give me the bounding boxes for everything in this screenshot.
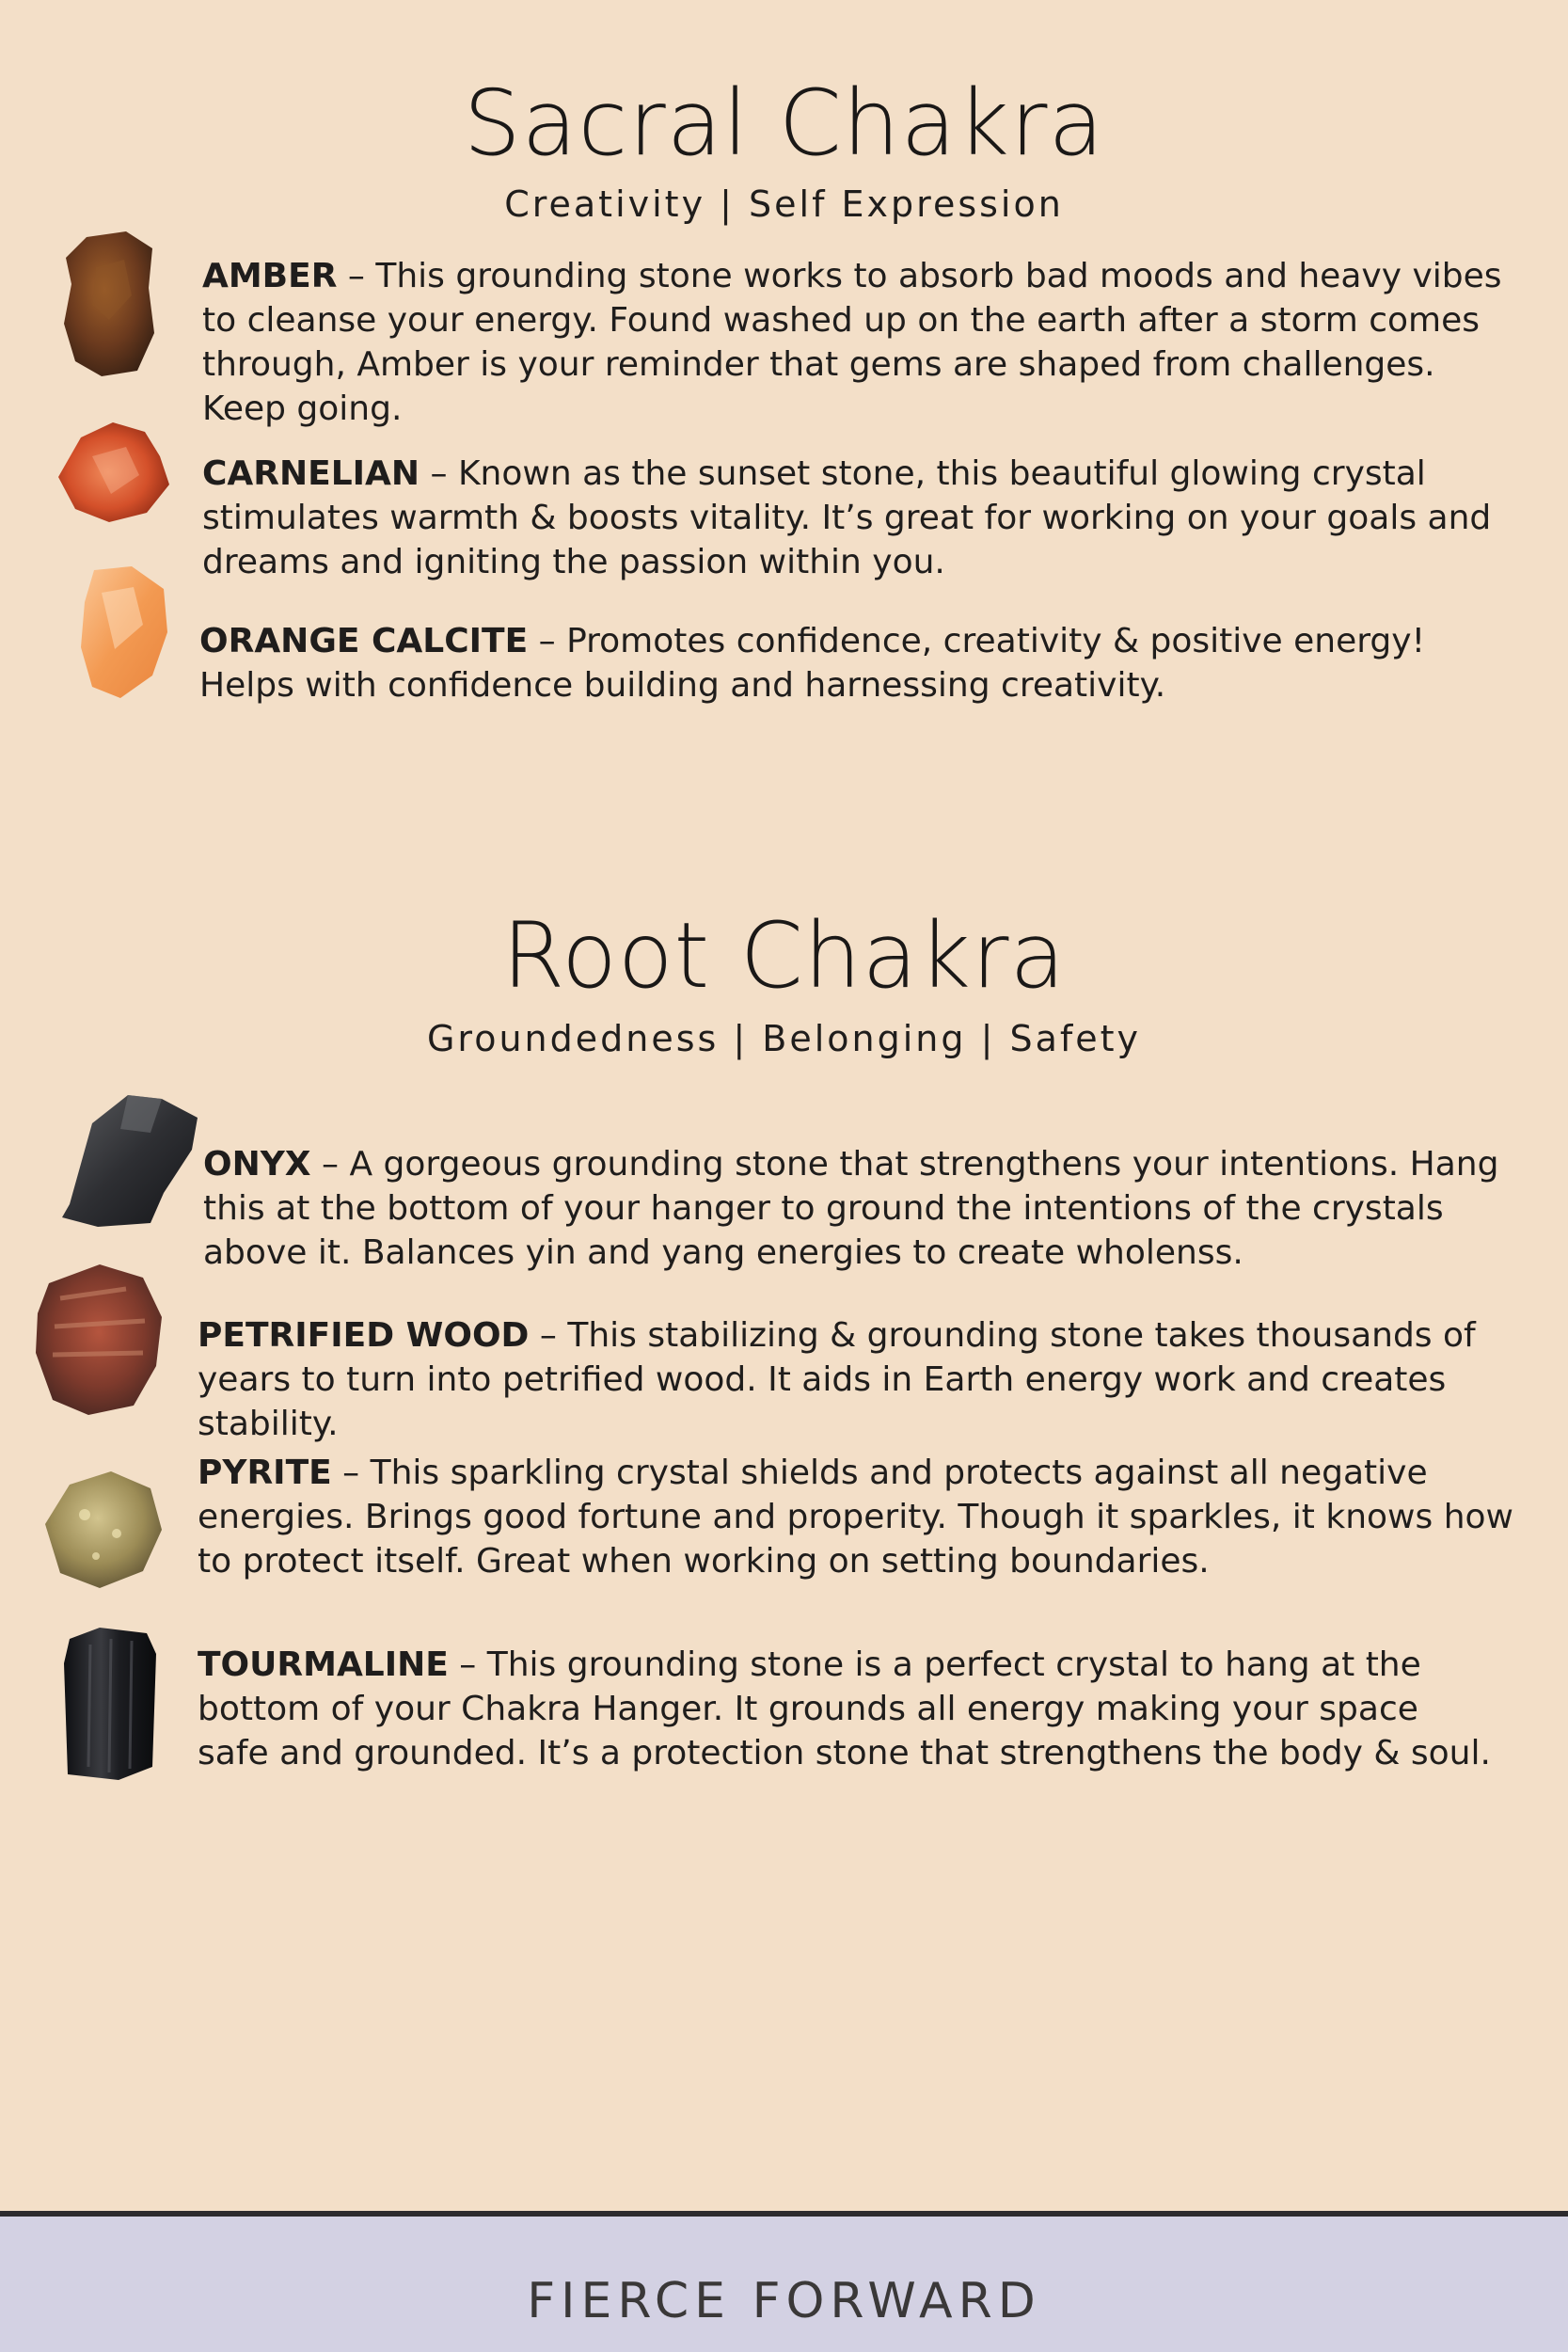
onyx-separator: – [310, 1145, 350, 1184]
pyrite-entry [198, 1451, 1533, 1583]
pyrite-description: This sparkling crystal shields and protects against all negative energies. Brings good fortune and properity. Though it sparkles, it knows how to protect itself. Great when working on setting boundaries. [198, 1454, 1513, 1581]
petrified-wood-entry [198, 1313, 1514, 1446]
root-title: Root Chakra [501, 903, 1067, 1009]
sacral-subtitle: Creativity | Self Expression [504, 183, 1064, 225]
tourmaline-entry [198, 1643, 1496, 1775]
onyx-stone-icon [60, 1091, 201, 1229]
amber-description: This grounding stone works to absorb bad moods and heavy vibes to cleanse your energy. Found washed up on the earth after a storm comes through, Amber is your reminder that gems are shaped from challenges. Keep going. [202, 257, 1502, 428]
orange-calcite-stone-icon [77, 564, 171, 700]
footer-brand: FIERCE FORWARD [527, 2273, 1041, 2329]
sacral-title: Sacral Chakra [463, 71, 1105, 176]
orange-calcite-description: Promotes confidence, creativity & positive energy! Helps with confidence building and harnessing creativity. [199, 622, 1426, 705]
tourmaline-name: TOURMALINE [198, 1645, 449, 1684]
tourmaline-stone-icon [62, 1626, 158, 1782]
petrified-wood-separator: – [529, 1316, 568, 1355]
petrified-wood-name: PETRIFIED WOOD [198, 1316, 530, 1355]
onyx-description: A gorgeous grounding stone that strengthens your intentions. Hang this at the bottom of your hanger to ground the intentions of the crystals above it. Balances yin and yang energies to create wholenss. [203, 1145, 1499, 1272]
carnelian-description: Known as the sunset stone, this beautiful glowing crystal stimulates warmth & boosts vitality. It’s great for working on your goals and dreams and igniting the passion within you. [202, 454, 1492, 581]
amber-entry [202, 254, 1519, 431]
orange-calcite-separator: – [528, 622, 567, 660]
carnelian-stone-icon [55, 419, 171, 524]
carnelian-entry [202, 452, 1538, 584]
tourmaline-description: This grounding stone is a perfect crystal to hang at the bottom of your Chakra Hanger. It grounds all energy making your space safe and grounded. It’s a protection stone that strengthens the body & soul. [198, 1645, 1491, 1772]
pyrite-name: PYRITE [198, 1454, 332, 1492]
pyrite-separator: – [331, 1454, 371, 1492]
carnelian-separator: – [420, 454, 458, 493]
carnelian-name: CARNELIAN [202, 454, 420, 493]
onyx-entry [203, 1142, 1501, 1275]
orange-calcite-entry [199, 619, 1497, 707]
petrified-wood-description: This stabilizing & grounding stone takes thousands of years to turn into petrified wood. It aids in Earth energy work and creates stability. [198, 1316, 1476, 1443]
orange-calcite-name: ORANGE CALCITE [199, 622, 529, 660]
pyrite-stone-icon [38, 1468, 164, 1590]
footer [0, 2217, 1568, 2352]
amber-separator: – [337, 257, 376, 295]
tourmaline-separator: – [448, 1645, 487, 1684]
amber-name: AMBER [202, 257, 338, 295]
root-subtitle: Groundedness | Belonging | Safety [426, 1018, 1142, 1059]
amber-stone-icon [58, 230, 156, 378]
onyx-name: ONYX [203, 1145, 311, 1184]
petrified-wood-stone-icon [32, 1261, 164, 1417]
